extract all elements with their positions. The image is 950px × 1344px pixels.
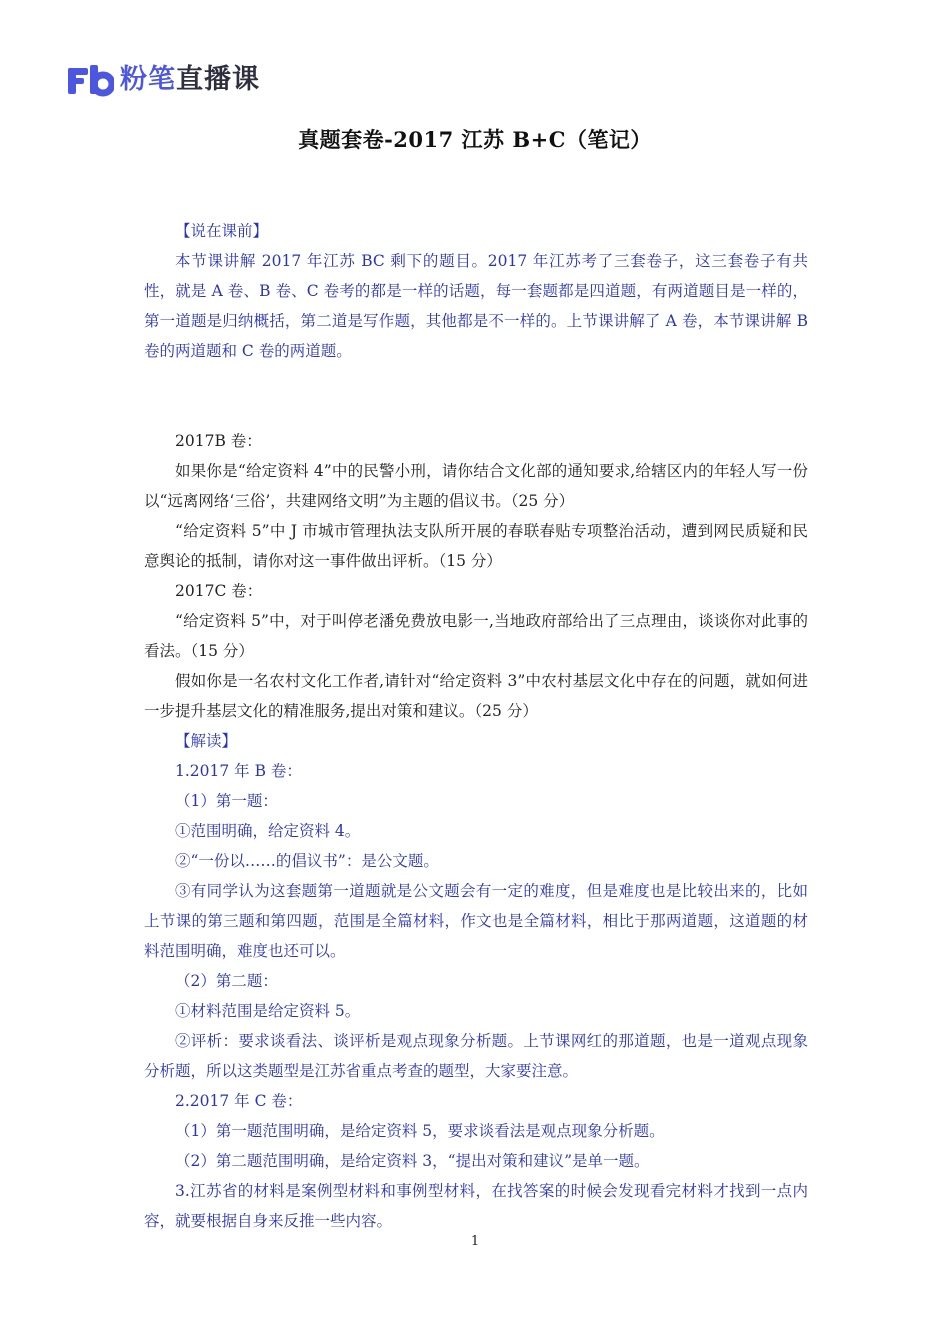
- analysis-line: ①材料范围是给定资料 5。: [175, 1002, 361, 1020]
- analysis-line: ②“一份以……的倡议书”：是公文题。: [175, 852, 439, 870]
- b-exam-label: 2017B 卷：: [175, 432, 262, 450]
- analysis-line: ①范围明确，给定资料 4。: [175, 822, 361, 840]
- intro-text: 本节课讲解 2017 年江苏 BC 剩下的题目。2017 年江苏考了三套卷子，这三套卷子有共性，就是 A 卷、B 卷、C 卷考的都是一样的话题，每一套题都是四道题，有两道题目是一样的，第一道题是归纳概括，第二道是写作题，其他都是不一样的。上节课讲解了 A 卷，本节课讲解 B 卷的两道题和 C 卷的两道题。: [144, 252, 808, 360]
- document-body: [144, 216, 808, 1236]
- analysis-line: 2.2017 年 C 卷：: [175, 1092, 303, 1110]
- analysis-heading: 【解读】: [175, 732, 238, 750]
- intro-heading: 【说在课前】: [175, 222, 269, 240]
- b-question-2: “给定资料 5”中 J 市城市管理执法支队所开展的春联春贴专项整治活动，遭到网民质疑和民意舆论的抵制，请你对这一事件做出评析。（15 分）: [144, 522, 808, 570]
- analysis-line: （2）第二题范围明确，是给定资料 3，“提出对策和建议”是单一题。: [175, 1152, 650, 1170]
- page-number: 1: [470, 1234, 480, 1249]
- c-question-1: “给定资料 5”中，对于叫停老潘免费放电影一,当地政府部给出了三点理由，谈谈你对此事的看法。（15 分）: [144, 612, 808, 660]
- analysis-line: （2）第二题：: [175, 972, 278, 990]
- b-question-1: 如果你是“给定资料 4”中的民警小刑，请你结合文化部的通知要求,给辖区内的年轻人写一份以“远离网络‘三俗’，共建网络文明”为主题的倡议书。（25 分）: [144, 462, 808, 510]
- analysis-line: （1）第一题范围明确，是给定资料 5，要求谈看法是观点现象分析题。: [175, 1122, 665, 1140]
- document-title: 真题套卷-2017 江苏 B+C（笔记）: [298, 127, 652, 152]
- logo-suffix: 直播课: [176, 64, 260, 95]
- analysis-line: （1）第一题：: [175, 792, 278, 810]
- logo: [66, 60, 260, 100]
- logo-brand: 粉笔: [120, 64, 176, 95]
- c-exam-label: 2017C 卷：: [175, 582, 263, 600]
- analysis-line: 3.江苏省的材料是案例型材料和事例型材料，在找答案的时候会发现看完材料才找到一点内容，就要根据自身来反推一些内容。: [144, 1182, 808, 1230]
- analysis-line: ③有同学认为这套题第一道题就是公文题会有一定的难度，但是难度也是比较出来的，比如上节课的第三题和第四题，范围是全篇材料，作文也是全篇材料，相比于那两道题，这道题的材料范围明确，难度也还可以。: [144, 882, 808, 960]
- logo-text: [120, 63, 260, 97]
- c-question-2: 假如你是一名农村文化工作者,请针对“给定资料 3”中农村基层文化中存在的问题，就如何进一步提升基层文化的精准服务,提出对策和建议。（25 分）: [144, 672, 808, 720]
- fenbi-logo-icon: [66, 63, 114, 97]
- analysis-line: 1.2017 年 B 卷：: [175, 762, 302, 780]
- analysis-line: ②评析：要求谈看法、谈评析是观点现象分析题。上节课网红的那道题，也是一道观点现象分析题，所以这类题型是江苏省重点考查的题型，大家要注意。: [144, 1032, 808, 1080]
